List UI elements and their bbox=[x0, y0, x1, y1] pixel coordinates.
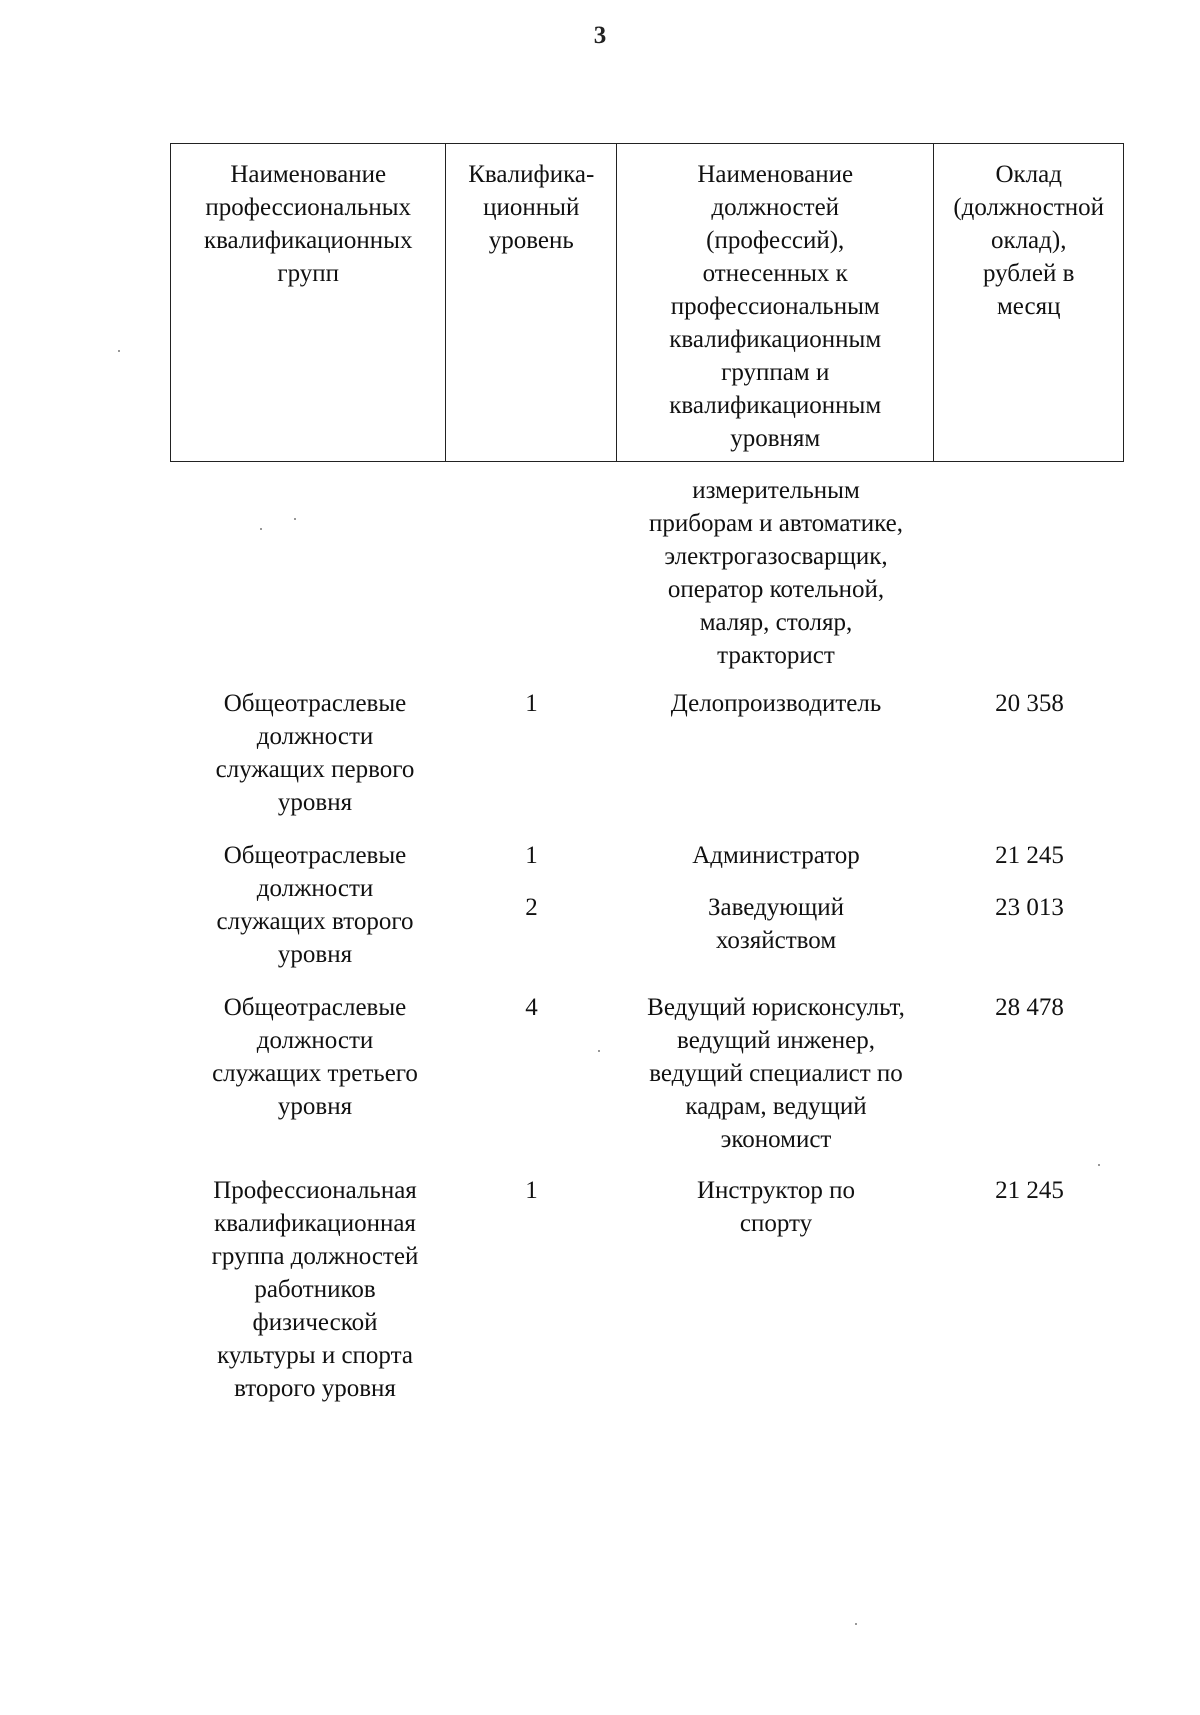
position-line: Делопроизводитель bbox=[670, 690, 882, 717]
scan-speck bbox=[294, 518, 296, 520]
header-line: должностей bbox=[711, 194, 840, 221]
salary-cell: 23 013 bbox=[995, 894, 1064, 921]
group-name-line: служащих второго bbox=[216, 908, 414, 935]
position-line: Администратор bbox=[692, 842, 860, 869]
group-name-line: второго уровня bbox=[234, 1375, 396, 1402]
level-row bbox=[446, 687, 1124, 720]
salary-cell: 21 245 bbox=[995, 1177, 1064, 1204]
group-name-line: должности bbox=[256, 875, 374, 902]
position-line: Ведущий юрисконсульт, bbox=[647, 994, 905, 1021]
page-number: 3 bbox=[593, 22, 607, 49]
salary-cell bbox=[935, 474, 1124, 672]
group-name-cell bbox=[170, 991, 446, 1156]
qualification-level-cell: 1 bbox=[525, 690, 538, 717]
group-name-line: служащих первого bbox=[215, 756, 415, 783]
group-name-line: Общеотраслевые bbox=[223, 690, 407, 717]
table-row bbox=[170, 474, 1124, 672]
table-header bbox=[170, 143, 1124, 462]
group-name-line: должности bbox=[256, 723, 374, 750]
scan-speck bbox=[1098, 1164, 1100, 1166]
position-line: Заведующий bbox=[708, 894, 844, 921]
header-line: (должностной bbox=[953, 194, 1105, 221]
scan-speck bbox=[598, 1050, 600, 1052]
header-line: рублей в bbox=[982, 260, 1075, 287]
positions-cell bbox=[617, 839, 935, 872]
qualification-level-cell: 2 bbox=[525, 894, 538, 921]
position-line: Инструктор по bbox=[697, 1177, 855, 1204]
level-row bbox=[446, 839, 1124, 872]
position-line: приборам и автоматике, bbox=[649, 510, 903, 537]
position-line: ведущий инженер, bbox=[677, 1027, 875, 1054]
qualification-level-cell: 1 bbox=[525, 842, 538, 869]
header-line: (профессий), bbox=[706, 227, 845, 254]
level-row bbox=[446, 474, 1124, 672]
scan-speck bbox=[118, 350, 120, 352]
group-name-cell bbox=[170, 1174, 446, 1405]
levels-group bbox=[446, 474, 1124, 672]
header-line: отнесенных к bbox=[702, 260, 848, 287]
header-line: Оклад bbox=[995, 161, 1062, 188]
positions-cell bbox=[617, 687, 935, 720]
qualification-level-cell: 1 bbox=[525, 1177, 538, 1204]
scan-speck bbox=[260, 528, 262, 530]
position-line: кадрам, ведущий bbox=[685, 1093, 867, 1120]
table-row bbox=[170, 991, 1124, 1156]
group-name-line: Профессиональная bbox=[213, 1177, 417, 1204]
group-name-line: уровня bbox=[277, 789, 353, 816]
header-line: Наименование bbox=[230, 161, 387, 188]
position-line: экономист bbox=[720, 1126, 832, 1153]
group-name-line: служащих третьего bbox=[212, 1060, 418, 1087]
scan-speck bbox=[855, 1623, 857, 1625]
header-line: группам и bbox=[721, 359, 830, 386]
header-line: уровень bbox=[488, 227, 574, 254]
header-positions bbox=[617, 144, 934, 461]
group-name-line: Общеотраслевые bbox=[223, 994, 407, 1021]
level-row bbox=[446, 891, 1124, 957]
header-qualification-level bbox=[446, 144, 617, 461]
header-line: профессиональным bbox=[670, 293, 880, 320]
group-name-line: уровня bbox=[277, 941, 353, 968]
table-row bbox=[170, 1174, 1124, 1405]
header-salary bbox=[934, 144, 1123, 461]
positions-cell bbox=[617, 1174, 935, 1240]
header-line: месяц bbox=[996, 293, 1061, 320]
level-row bbox=[446, 1174, 1124, 1240]
qualification-level-cell: 4 bbox=[525, 994, 538, 1021]
position-line: измерительным bbox=[692, 477, 860, 504]
header-line: квалификационным bbox=[669, 326, 882, 353]
levels-group bbox=[446, 839, 1124, 971]
salary-cell: 21 245 bbox=[995, 842, 1064, 869]
positions-cell bbox=[617, 891, 935, 957]
levels-group bbox=[446, 1174, 1124, 1405]
position-line: ведущий специалист по bbox=[649, 1060, 903, 1087]
header-line: квалификационных bbox=[203, 227, 413, 254]
header-line: профессиональных bbox=[205, 194, 412, 221]
header-line: уровням bbox=[730, 425, 821, 452]
salary-cell: 28 478 bbox=[995, 994, 1064, 1021]
levels-group bbox=[446, 991, 1124, 1156]
position-line: маляр, столяр, bbox=[699, 609, 853, 636]
position-line: спорту bbox=[739, 1210, 813, 1237]
table-row bbox=[170, 687, 1124, 819]
position-line: тракторист bbox=[717, 642, 835, 669]
group-name-line: должности bbox=[256, 1027, 374, 1054]
position-line: электрогазосварщик, bbox=[664, 543, 888, 570]
header-line: ционный bbox=[483, 194, 580, 221]
group-name-line: работников bbox=[254, 1276, 376, 1303]
group-name-line: группа должностей bbox=[211, 1243, 419, 1270]
group-name-line: квалификационная bbox=[214, 1210, 416, 1237]
levels-group bbox=[446, 687, 1124, 819]
group-name-cell bbox=[170, 687, 446, 819]
salary-cell: 20 358 bbox=[995, 690, 1064, 717]
level-row bbox=[446, 991, 1124, 1156]
header-line: квалификационным bbox=[669, 392, 882, 419]
group-name-cell bbox=[170, 839, 446, 971]
header-line: Наименование bbox=[697, 161, 854, 188]
group-name-cell bbox=[170, 474, 446, 672]
qualification-level-cell bbox=[446, 474, 617, 672]
positions-cell bbox=[617, 474, 935, 672]
header-line: групп bbox=[277, 260, 340, 287]
group-name-line: культуры и спорта bbox=[217, 1342, 413, 1369]
group-name-line: уровня bbox=[277, 1093, 353, 1120]
positions-cell bbox=[617, 991, 935, 1156]
position-line: оператор котельной, bbox=[667, 576, 885, 603]
header-group-name bbox=[171, 144, 446, 461]
header-line: Квалифика- bbox=[468, 161, 595, 188]
group-name-line: физической bbox=[252, 1309, 378, 1336]
table-row bbox=[170, 839, 1124, 971]
group-name-line: Общеотраслевые bbox=[223, 842, 407, 869]
position-line: хозяйством bbox=[715, 927, 837, 954]
header-line: оклад), bbox=[990, 227, 1067, 254]
